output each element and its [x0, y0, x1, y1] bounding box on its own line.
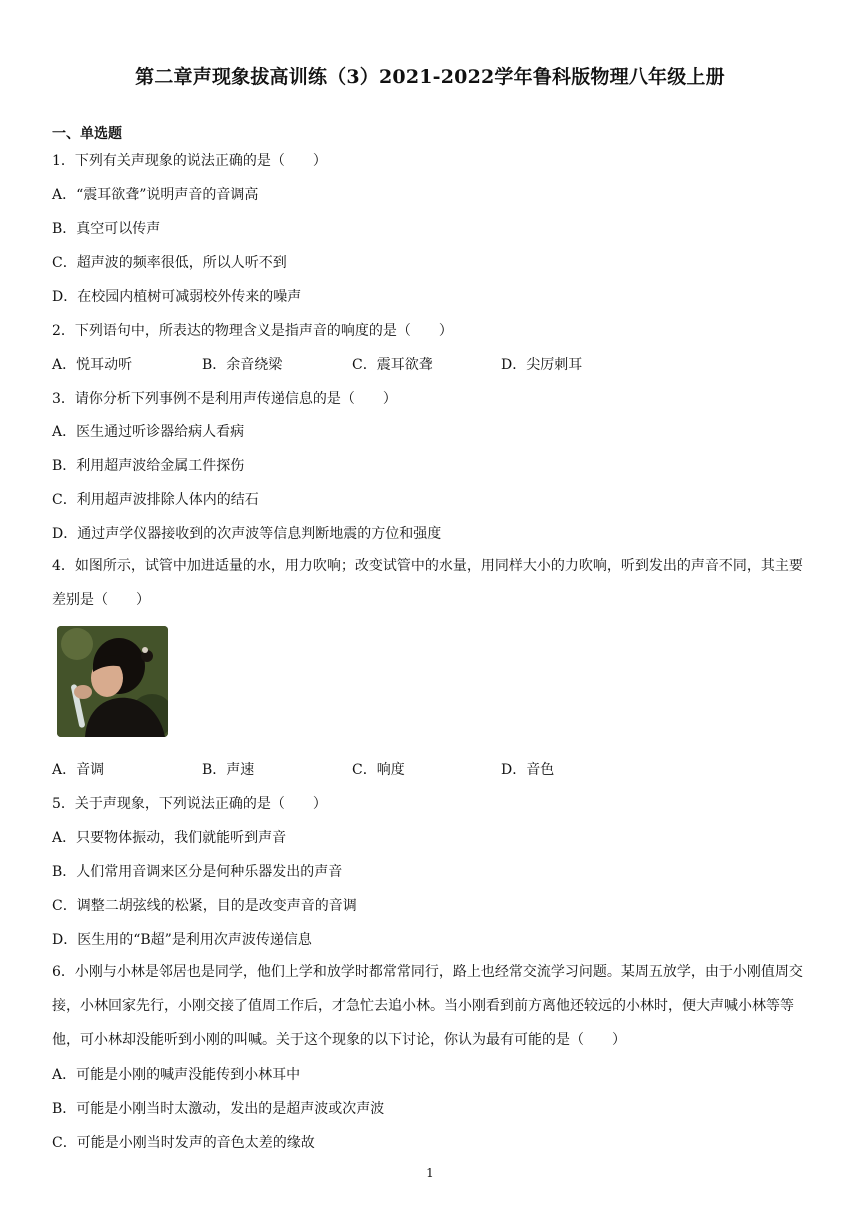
- q5-stem: 5．关于声现象，下列说法正确的是（ ）: [52, 796, 327, 812]
- q5-option-d: D．医生用的“B超”是利用次声波传递信息: [52, 932, 312, 948]
- q3-option-b: B．利用超声波给金属工件探伤: [52, 458, 245, 474]
- q5-option-b: B．人们常用音调来区分是何种乐器发出的声音: [52, 864, 343, 880]
- q3-option-c: C．利用超声波排除人体内的结石: [52, 492, 259, 508]
- q4-stem: 4．如图所示，试管中加进适量的水，用力吹响；改变试管中的水量，用同样大小的力吹响，听到发出的声音不同，其主要差别是（ ）: [52, 558, 803, 608]
- q2-option-c: C．震耳欲聋: [352, 357, 433, 373]
- page-title: 第二章声现象拔高训练（3）2021-2022学年鲁科版物理八年级上册: [135, 66, 725, 88]
- q6-option-c: C．可能是小刚当时发声的音色太差的缘故: [52, 1135, 315, 1151]
- q1-option-a: A．“震耳欲聋”说明声音的音调高: [52, 187, 259, 203]
- q4-option-b: B．声速: [202, 762, 255, 778]
- q1-stem: 1．下列有关声现象的说法正确的是（ ）: [52, 153, 327, 169]
- q6-option-a: A．可能是小刚的喊声没能传到小林耳中: [52, 1067, 301, 1083]
- q5-option-c: C．调整二胡弦线的松紧，目的是改变声音的音调: [52, 898, 357, 914]
- q4-option-a: A．音调: [52, 762, 105, 778]
- page-number: 1: [426, 1166, 434, 1180]
- q3-option-a: A．医生通过听诊器给病人看病: [52, 424, 245, 440]
- q1-option-b: B．真空可以传声: [52, 221, 161, 237]
- q1-option-d: D．在校园内植树可减弱校外传来的噪声: [52, 289, 302, 305]
- q6-stem: 6．小刚与小林是邻居也是同学，他们上学和放学时都常常同行，路上也经常交流学习问题。某周五放学，由于小刚值周交接，小林回家先行，小刚交接了值周工作后，才急忙去追小林。当小刚看到前方离他还较远的小林时，便大声喊小林等等他，可小林却没能听到小刚的叫喊。关于这个现象的以下讨论，你认为最有可能的是（ ）: [52, 964, 803, 1048]
- q3-stem: 3．请你分析下列事例不是利用声传递信息的是（ ）: [52, 391, 397, 407]
- q2-option-b: B．余音绕梁: [202, 357, 283, 373]
- q5-option-a: A．只要物体振动，我们就能听到声音: [52, 830, 287, 846]
- q4-option-d: D．音色: [501, 762, 555, 778]
- child-blowing-test-tube-photo: [57, 626, 168, 737]
- q4-option-c: C．响度: [352, 762, 405, 778]
- q2-stem: 2．下列语句中，所表达的物理含义是指声音的响度的是（ ）: [52, 323, 453, 339]
- q2-option-a: A．悦耳动听: [52, 357, 133, 373]
- section-heading: 一、单选题: [52, 126, 122, 142]
- photo-illustration: [57, 626, 168, 737]
- q3-option-d: D．通过声学仪器接收到的次声波等信息判断地震的方位和强度: [52, 526, 442, 542]
- q1-option-c: C．超声波的频率很低，所以人听不到: [52, 255, 287, 271]
- q2-option-d: D．尖厉刺耳: [501, 357, 583, 373]
- q6-option-b: B．可能是小刚当时太激动，发出的是超声波或次声波: [52, 1101, 385, 1117]
